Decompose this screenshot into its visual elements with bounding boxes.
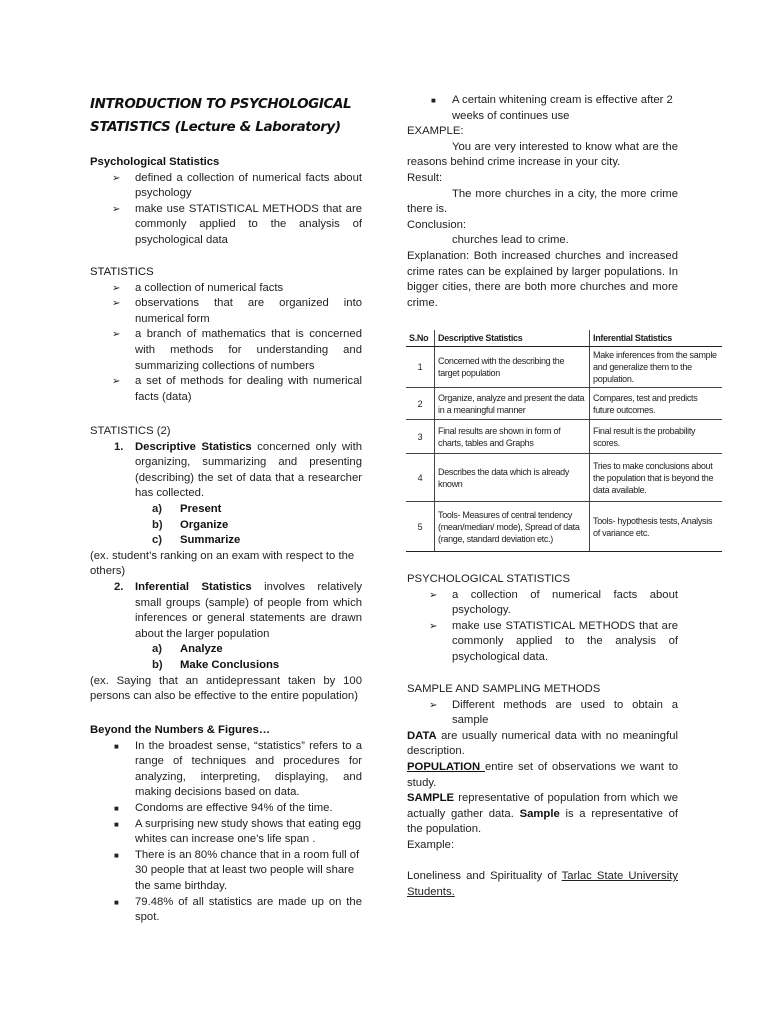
title-line-1: INTRODUCTION TO PSYCHOLOGICAL: [90, 96, 352, 112]
square-bullet-icon: ■: [114, 741, 119, 751]
statistics-2-section: [90, 424, 362, 705]
example-label: Example:: [407, 838, 455, 851]
list-item: ➢ a set of methods for dealing with numerical facts (data): [112, 375, 362, 403]
arrow-bullet-icon: ➢: [112, 376, 121, 388]
table-row: 3 Final results are shown in form of charts, tables and Graphs Final result is the probability scores.: [406, 420, 722, 454]
result-text: The more churches in a city, the more crime there is.: [407, 187, 678, 216]
numbered-list: [90, 440, 362, 502]
sub-list: [90, 642, 362, 673]
term-inferential: Inferential Statistics: [135, 580, 252, 593]
column-header: S.No: [406, 330, 435, 347]
sub-list: [90, 502, 362, 549]
bullet-list: [90, 739, 362, 926]
list-item: a) Analyze: [152, 643, 223, 656]
arrow-bullet-icon: ➢: [429, 589, 438, 601]
arrow-bullet-icon: ➢: [112, 282, 121, 294]
square-bullet-icon: ■: [114, 803, 119, 813]
example-label: EXAMPLE:: [407, 125, 464, 138]
numbered-list: [90, 580, 362, 642]
example-text: You are very interested to know what are the reasons behind crime increase in your city.: [407, 140, 678, 169]
list-item: ■ In the broadest sense, “statistics” refers to a range of techniques and procedures for analyzing, interpreting, displaying, and making decisions based on data.: [114, 739, 362, 799]
square-bullet-icon: ■: [431, 96, 436, 105]
square-bullet-icon: ■: [114, 850, 119, 860]
psych-stats-section: [90, 155, 362, 249]
list-item: b) Make Conclusions: [152, 658, 280, 671]
bullet-list: [407, 698, 678, 729]
arrow-bullet-icon: ➢: [112, 298, 121, 310]
section-heading: Psychological Statistics: [90, 156, 220, 168]
table-header-row: [406, 330, 722, 347]
list-item: c) Summarize: [152, 534, 241, 547]
table-row: 2 Organize, analyze and present the data in a meaningful manner Compares, test and predicts future outcomes.: [406, 388, 722, 420]
column-header: Inferential Statistics: [590, 330, 723, 347]
list-item-inferential: 2. Inferential Statistics involves relatively small groups (sample) of people from which inferences or general statements are drawn about the larger population: [114, 580, 362, 640]
arrow-bullet-icon: ➢: [112, 329, 121, 341]
section-heading: STATISTICS (2): [90, 425, 171, 437]
title-line-2: STATISTICS (Lecture & Laboratory): [90, 119, 341, 135]
beyond-section: [90, 723, 362, 926]
comparison-table-wrap: [406, 330, 722, 552]
explanation-text: Explanation: Both increased churches and increased crime rates can be explained by larger populations. In bigger cities, there are both more churches and more crime.: [407, 249, 678, 309]
bullet-list: [90, 171, 362, 249]
example-text: (ex. student’s ranking on an exam with respect to the others): [90, 549, 355, 578]
list-item: b) Organize: [152, 518, 229, 531]
arrow-bullet-icon: ➢: [112, 203, 121, 215]
arrow-bullet-icon: ➢: [429, 620, 438, 632]
list-item: ■ 79.48% of all statistics are made up on the spot.: [114, 895, 362, 924]
list-item: ➢ a collection of numerical facts about psychology.: [429, 588, 678, 617]
bullet-list: [407, 588, 678, 666]
list-item: ■ A surprising new study shows that eating egg whites can increase one's life span .: [114, 817, 362, 846]
list-item: ■ There is an 80% chance that in a room full of 30 people that at least two people will share the same birthday.: [114, 848, 360, 892]
list-item: ➢ a collection of numerical facts: [90, 281, 362, 297]
data-definition: DATA are usually numerical data with no meaningful description.: [407, 729, 678, 758]
crime-example-section: [407, 93, 678, 311]
bullet-list: [90, 281, 362, 406]
list-item: a) Present: [152, 502, 222, 515]
section-heading: PSYCHOLOGICAL STATISTICS: [407, 573, 570, 585]
sample-definition: SAMPLE representative of population from which we actually gather data. Sample is a representative of the population.: [407, 792, 678, 836]
population-definition: POPULATION entire set of observations we want to study.: [407, 760, 679, 789]
table-row: 1 Concerned with the describing the target population Make inferences from the sample and generalize them to the population.: [406, 347, 722, 388]
table-row: 4 Describes the data which is already known Tries to make conclusions about the population that is beyond the data available.: [406, 454, 722, 502]
list-item: ➢ a branch of mathematics that is concerned with methods for understanding and summarizing collections of numbers: [112, 328, 362, 372]
arrow-bullet-icon: ➢: [112, 172, 121, 184]
section-heading: SAMPLE AND SAMPLING METHODS: [407, 683, 601, 695]
section-heading: Beyond the Numbers & Figures…: [90, 724, 271, 736]
document-title: [90, 93, 390, 139]
psych-stats-2-section: [407, 572, 678, 666]
bullet-list: [407, 93, 678, 124]
list-item: ■ Condoms are effective 94% of the time.: [90, 801, 362, 817]
list-item: ➢ defined a collection of numerical facts about psychology: [112, 171, 362, 200]
statistics-section: [90, 265, 362, 405]
example-text: Loneliness and Spirituality of Tarlac State University Students.: [407, 870, 678, 898]
list-item: ➢ observations that are organized into numerical form: [112, 297, 362, 325]
result-label: Result:: [407, 171, 443, 184]
square-bullet-icon: ■: [114, 819, 119, 829]
list-item: ➢ make use STATISTICAL METHODS that are commonly applied to the analysis of psychological data: [112, 202, 362, 246]
table-row: 5 Tools- Measures of central tendency (mean/median/ mode), Spread of data (range, standard deviation etc.) Tools- hypothesis tests, Analysis of variance etc.: [406, 502, 722, 552]
example-text: (ex. Saying that an antidepressant taken by 100 persons can also be effective to the entire population): [90, 674, 362, 703]
column-header: Descriptive Statistics: [435, 330, 590, 347]
comparison-table: [406, 330, 722, 552]
term-descriptive: Descriptive Statistics: [135, 440, 252, 453]
list-item: ■ A certain whitening cream is effective after 2 weeks of continues use: [431, 94, 673, 122]
list-item: ➢ make use STATISTICAL METHODS that are commonly applied to the analysis of psychological data.: [429, 619, 678, 663]
sampling-section: [407, 682, 678, 900]
conclusion-label: Conclusion:: [407, 218, 467, 231]
conclusion-text: churches lead to crime.: [452, 234, 569, 247]
arrow-bullet-icon: ➢: [429, 699, 438, 711]
list-item: ➢ Different methods are used to obtain a sample: [429, 698, 678, 727]
list-item-descriptive: 1. Descriptive Statistics concerned only with organizing, summarizing and presenting (describing) the set of data that a researcher has collected.: [114, 440, 362, 500]
university-link: Tarlac State University Students.: [407, 870, 678, 898]
section-heading: STATISTICS: [90, 266, 154, 278]
square-bullet-icon: ■: [114, 897, 119, 907]
